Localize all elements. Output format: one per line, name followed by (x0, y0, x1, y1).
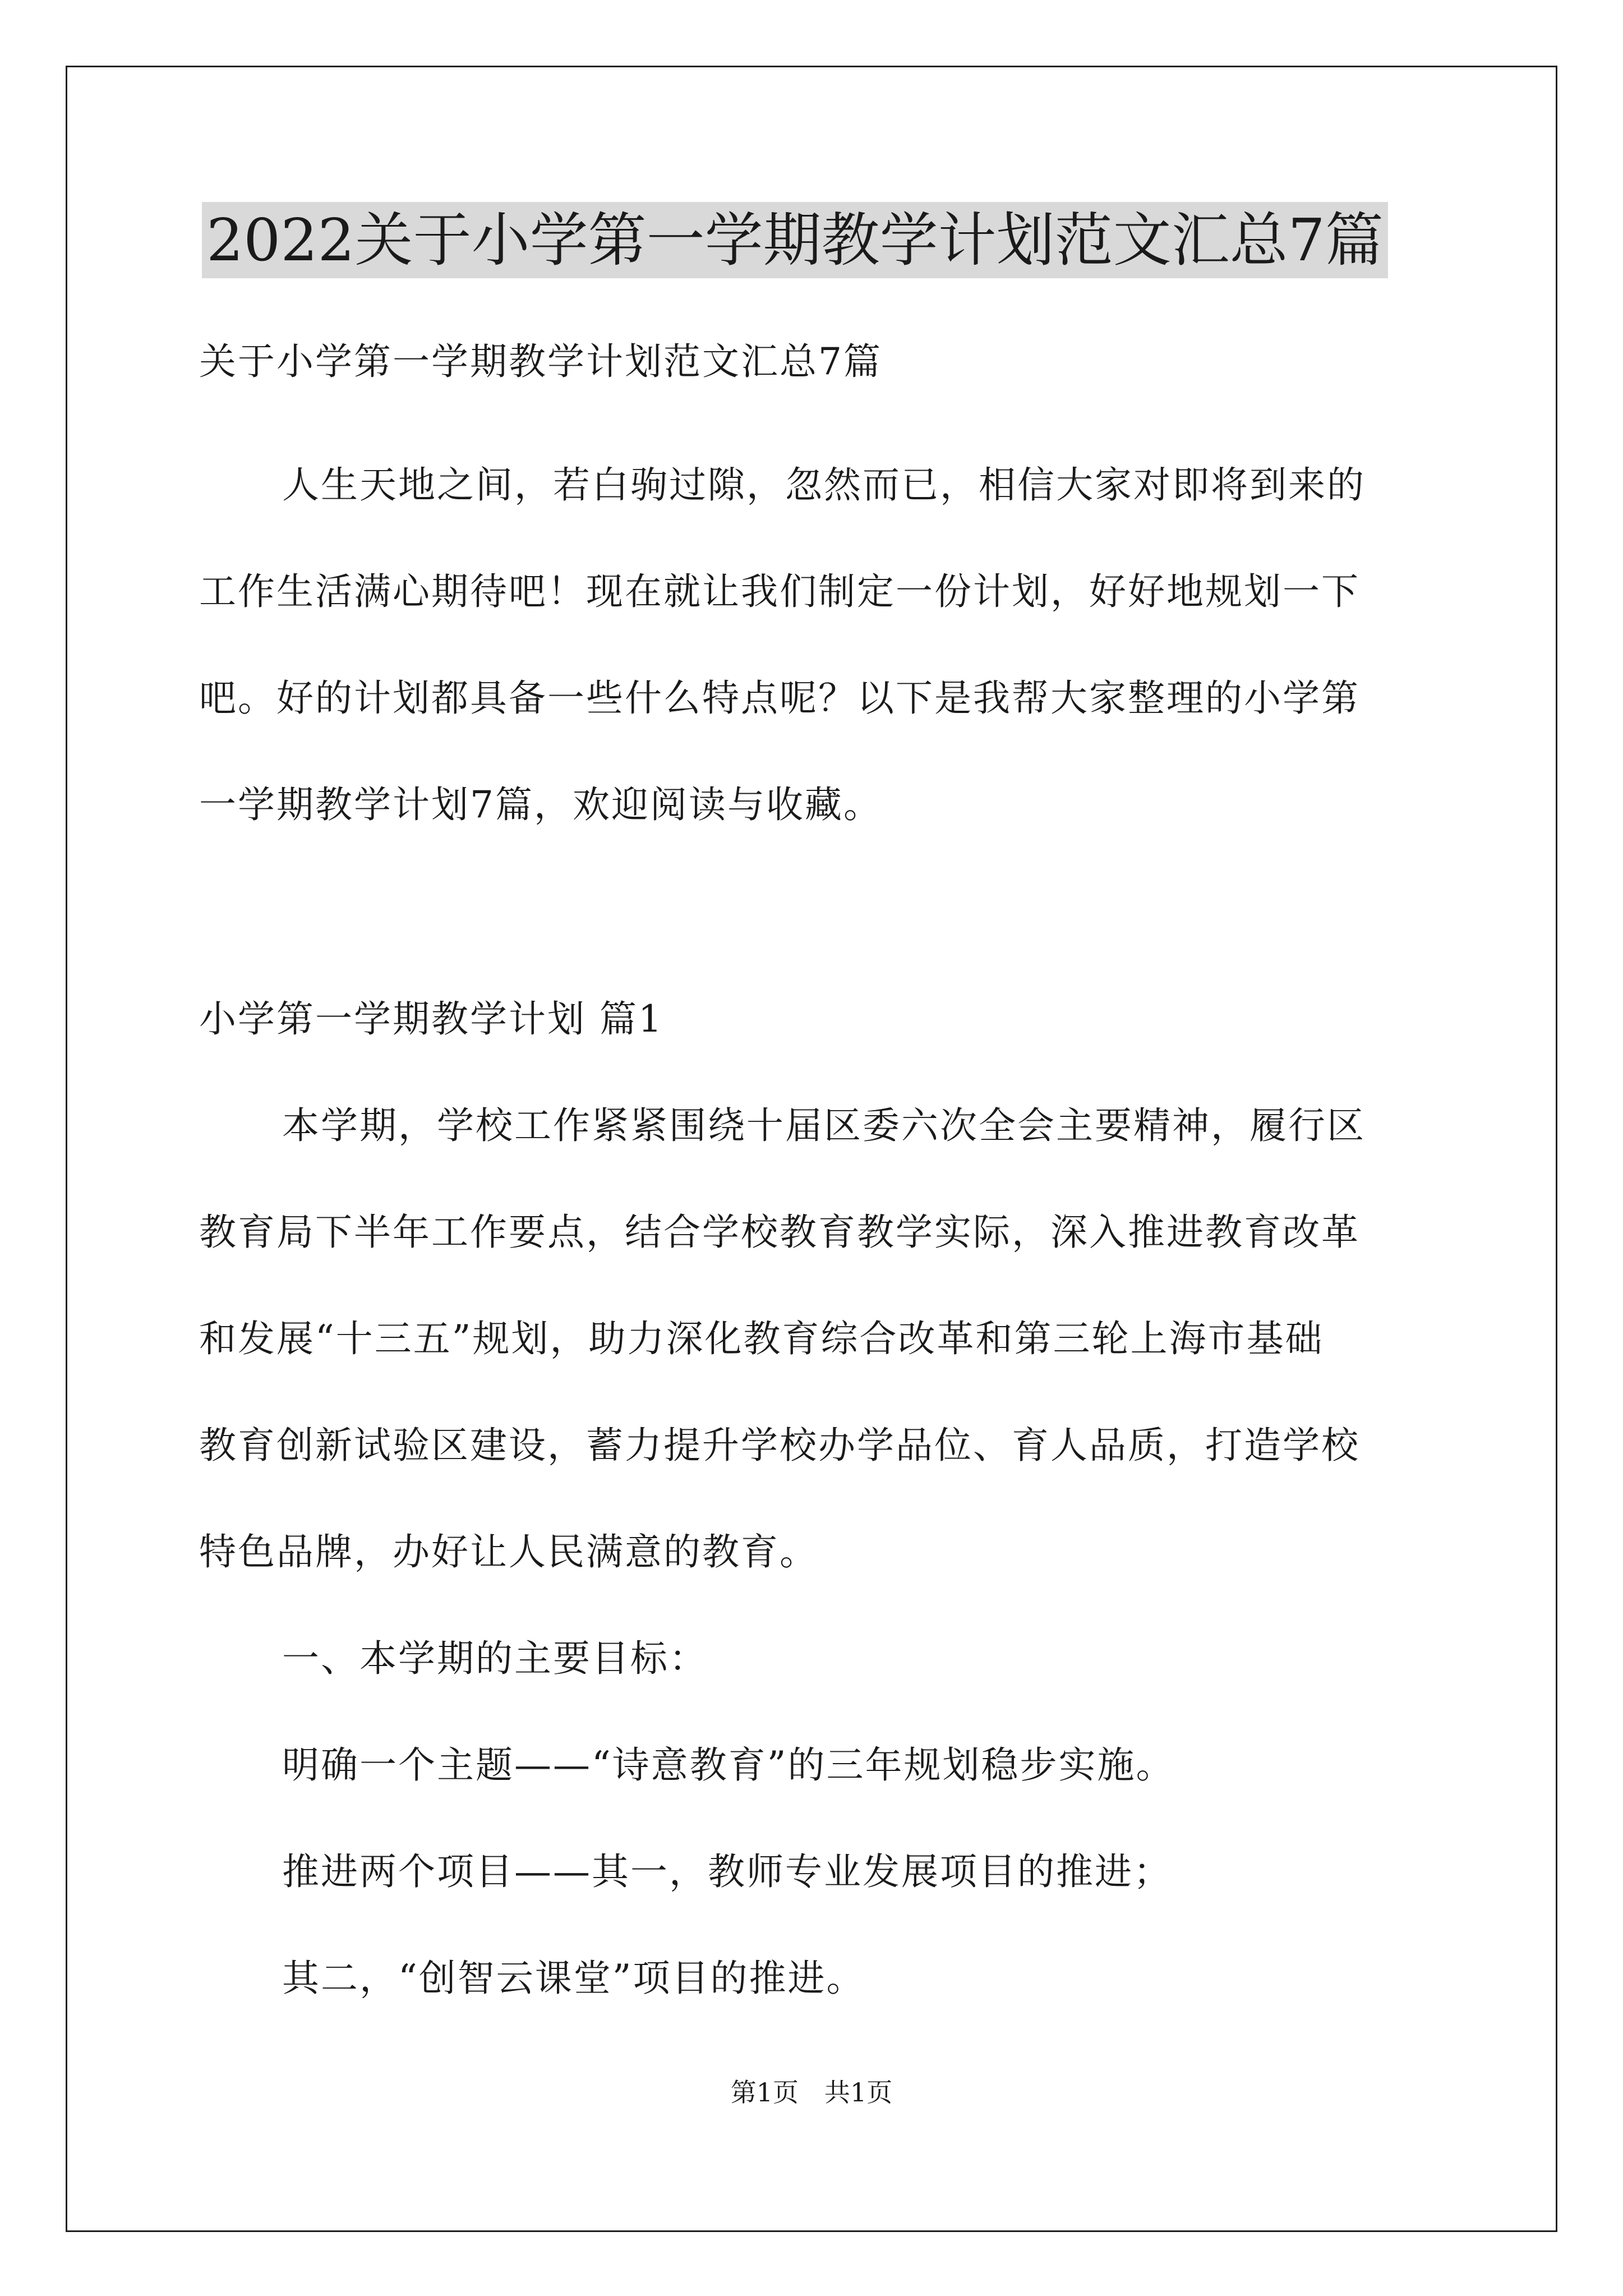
section-heading: 小学第一学期教学计划 篇1 (199, 997, 663, 1041)
intro-line-4: 一学期教学计划7篇，欢迎阅读与收藏。 (199, 783, 882, 826)
intro-line-3: 吧。好的计划都具备一些什么特点呢？以下是我帮大家整理的小学第 (199, 677, 1360, 720)
goals-heading: 一、本学期的主要目标： (282, 1637, 708, 1680)
document-title: 2022关于小学第一学期教学计划范文汇总7篇 (202, 202, 1388, 278)
intro-line-2: 工作生活满心期待吧！现在就让我们制定一份计划，好好地规划一下 (199, 570, 1360, 613)
page-footer: 第1页 共1页 (730, 2077, 893, 2108)
body-line-4: 教育创新试验区建设，蓄力提升学校办学品位、育人品质，打造学校 (199, 1424, 1360, 1467)
body-line-3: 和发展“十三五”规划，助力深化教育综合改革和第三轮上海市基础 (199, 1317, 1324, 1360)
goal-line-3: 其二，“创智云课堂”项目的推进。 (282, 1957, 865, 2000)
document-subtitle: 关于小学第一学期教学计划范文汇总7篇 (199, 340, 882, 383)
intro-line-1: 人生天地之间，若白驹过隙，忽然而已，相信大家对即将到来的 (282, 463, 1366, 507)
body-line-1: 本学期，学校工作紧紧围绕十届区委六次全会主要精神，履行区 (282, 1104, 1366, 1147)
goal-line-2: 推进两个项目——其一，教师专业发展项目的推进； (282, 1850, 1172, 1893)
body-line-2: 教育局下半年工作要点，结合学校教育教学实际，深入推进教育改革 (199, 1211, 1360, 1254)
body-line-5: 特色品牌，办好让人民满意的教育。 (199, 1530, 818, 1573)
goal-line-1: 明确一个主题——“诗意教育”的三年规划稳步实施。 (282, 1743, 1175, 1787)
